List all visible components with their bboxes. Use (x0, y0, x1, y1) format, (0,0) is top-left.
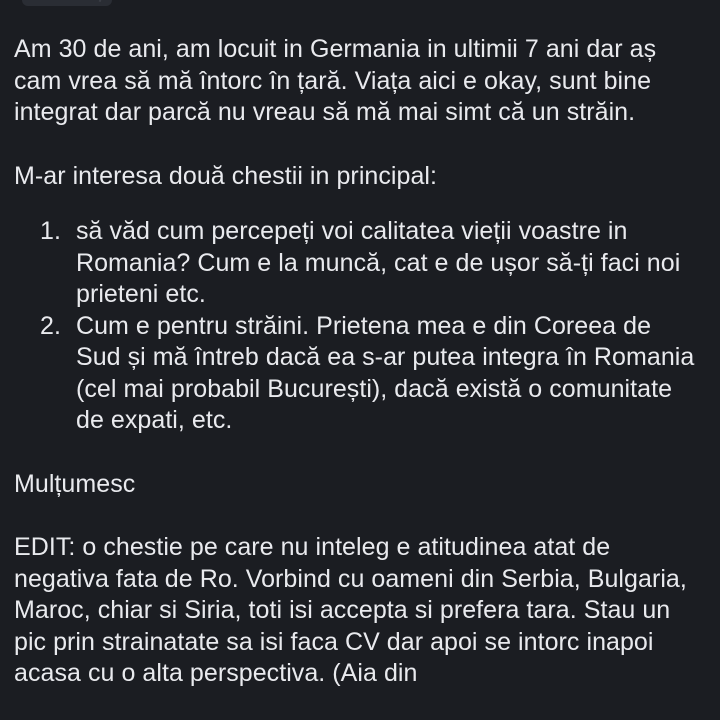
post-paragraph: M-ar interesa două chestii in principal: (14, 161, 438, 190)
previous-element-fragment (22, 0, 112, 6)
post-thanks: Mulțumesc (14, 469, 136, 498)
list-item-text: să văd cum percepeți voi calitatea vieții voastre in Romania? Cum e la muncă, cat e de ușor să-ți faci noi prieteni etc. (76, 217, 681, 308)
list-item (14, 216, 696, 311)
post-edit-note: EDIT: o chestie pe care nu inteleg e atitudinea atat de negativa fata de Ro. Vorbind cu oameni din Serbia, Bulgaria, Maroc, chiar si Siria, toti isi accepta si prefera tara. Stau un pic prin strainatate sa isi faca CV dar apoi se intorc inapoi acasa cu o alta perspectiva. (Aia din (14, 533, 687, 687)
list-item (14, 311, 696, 437)
list-item-number: 1. (40, 217, 61, 245)
list-item-text: Cum e pentru străini. Prietena mea e din Coreea de Sud și mă întreb dacă ea s-ar putea integra în Romania (cel mai probabil București), dacă există o comunitate de expati, etc. (76, 311, 695, 434)
list-item-number: 2. (40, 311, 61, 340)
post-body (14, 34, 704, 720)
post-paragraph: Am 30 de ani, am locuit in Germania in ultimii 7 ani dar aș cam vrea să mă întorc în țară. Viața aici e okay, sunt bine integrat dar parcă nu vreau să mă mai simt că un străin. (14, 35, 657, 126)
numbered-list (14, 216, 704, 437)
